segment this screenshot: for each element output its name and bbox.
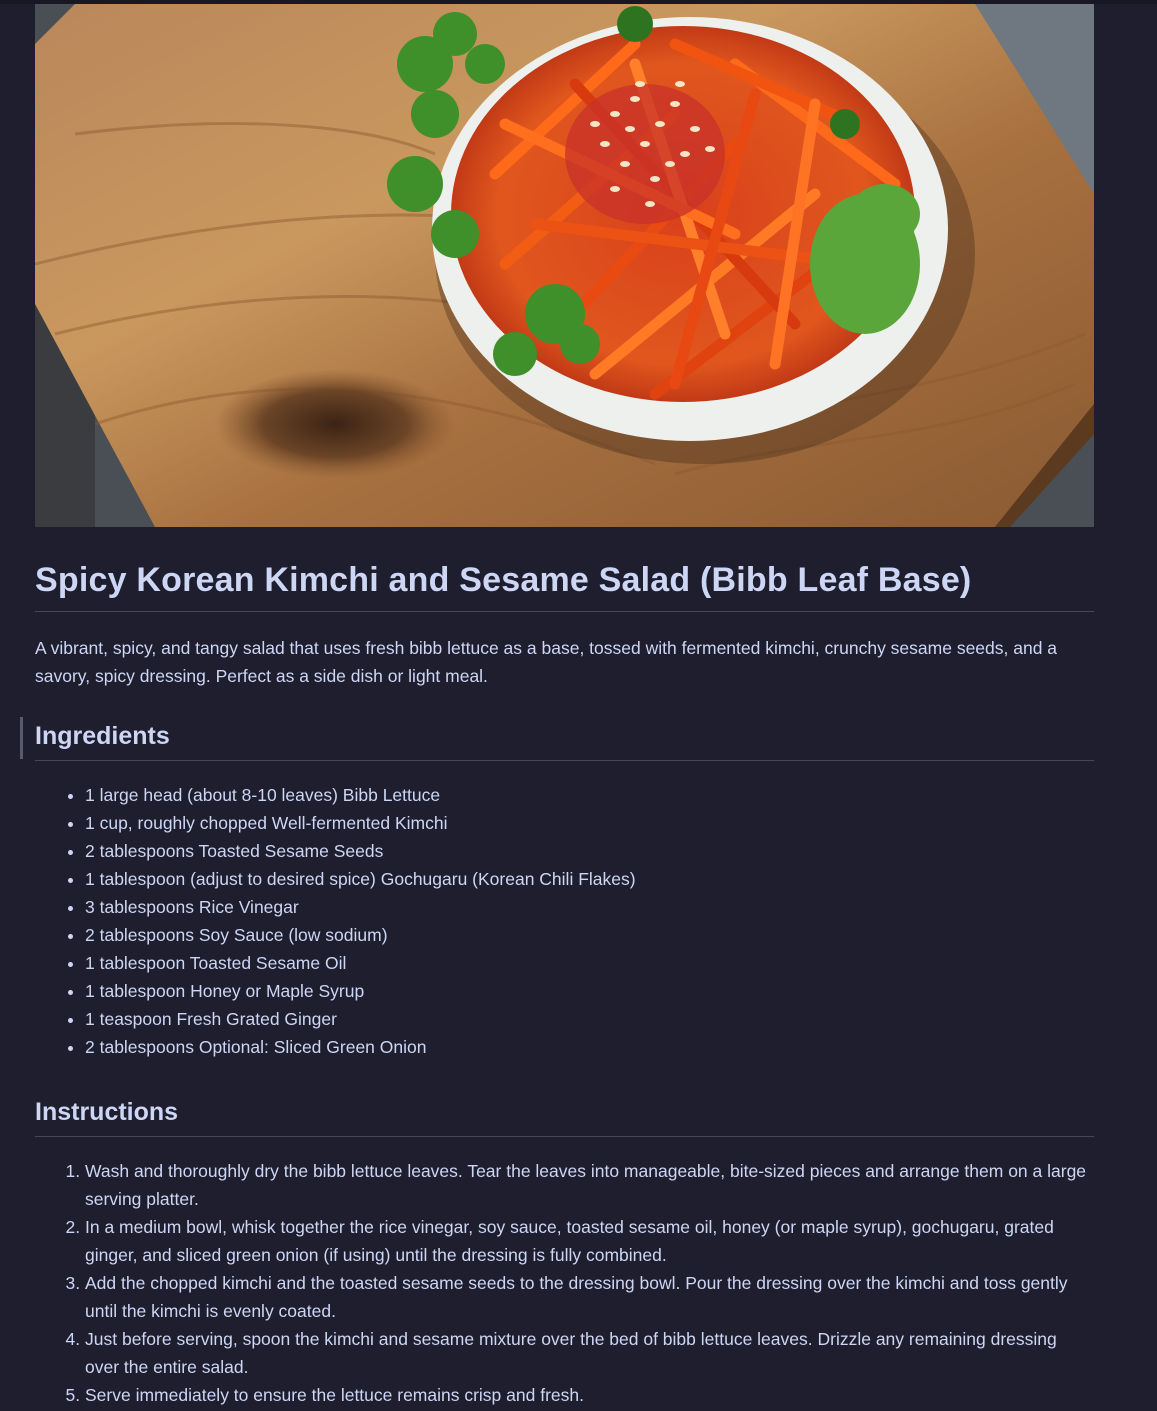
instructions-section — [35, 1096, 1094, 1409]
ingredients-list — [35, 781, 1094, 1061]
recipe-content — [35, 4, 1094, 1409]
recipe-description: A vibrant, spicy, and tangy salad that uses fresh bibb lettuce as a base, tossed with fermented kimchi, crunchy sesame seeds, and a savory, spicy dressing. Perfect as a side dish or light meal. — [35, 638, 1058, 686]
list-item: • 3 tablespoons Rice Vinegar — [85, 893, 1094, 921]
recipe-image — [35, 4, 1094, 527]
list-item: • 1 tablespoon Honey or Maple Syrup — [85, 977, 1094, 1005]
list-item: • 1 tablespoon Toasted Sesame Oil — [85, 949, 1094, 977]
list-item: • 2 tablespoons Toasted Sesame Seeds — [85, 837, 1094, 865]
list-item: • 1 teaspoon Fresh Grated Ginger — [85, 1005, 1094, 1033]
list-item: • 1 large head (about 8-10 leaves) Bibb Lettuce — [85, 781, 1094, 809]
page-title: Spicy Korean Kimchi and Sesame Salad (Bibb Leaf Base) — [35, 559, 1094, 612]
list-item: • 2 tablespoons Optional: Sliced Green Onion — [85, 1033, 1094, 1061]
section-accent-bar — [20, 717, 23, 759]
instruction-step: 4. Just before serving, spoon the kimchi and sesame mixture over the bed of bibb lettuce leaves. Drizzle any remaining dressing over the entire salad. — [85, 1325, 1094, 1381]
instructions-heading: Instructions — [35, 1096, 1094, 1137]
instructions-list — [35, 1157, 1094, 1409]
instruction-step: 3. Add the chopped kimchi and the toasted sesame seeds to the dressing bowl. Pour the dressing over the kimchi and toss gently until the kimchi is evenly coated. — [85, 1269, 1094, 1325]
instruction-step: 2. In a medium bowl, whisk together the rice vinegar, soy sauce, toasted sesame oil, honey (or maple syrup), gochugaru, grated ginger, and sliced green onion (if using) until the dressing is fully combined. — [85, 1213, 1094, 1269]
list-item: • 1 cup, roughly chopped Well-fermented Kimchi — [85, 809, 1094, 837]
list-item: • 1 tablespoon (adjust to desired spice) Gochugaru (Korean Chili Flakes) — [85, 865, 1094, 893]
ingredients-heading: Ingredients — [35, 720, 1094, 761]
ingredients-section — [35, 720, 1094, 1061]
list-item: • 2 tablespoons Soy Sauce (low sodium) — [85, 921, 1094, 949]
instruction-step: 1. Wash and thoroughly dry the bibb lettuce leaves. Tear the leaves into manageable, bite-sized pieces and arrange them on a large serving platter. — [85, 1157, 1094, 1213]
instruction-step: 5. Serve immediately to ensure the lettuce remains crisp and fresh. — [85, 1381, 1094, 1409]
